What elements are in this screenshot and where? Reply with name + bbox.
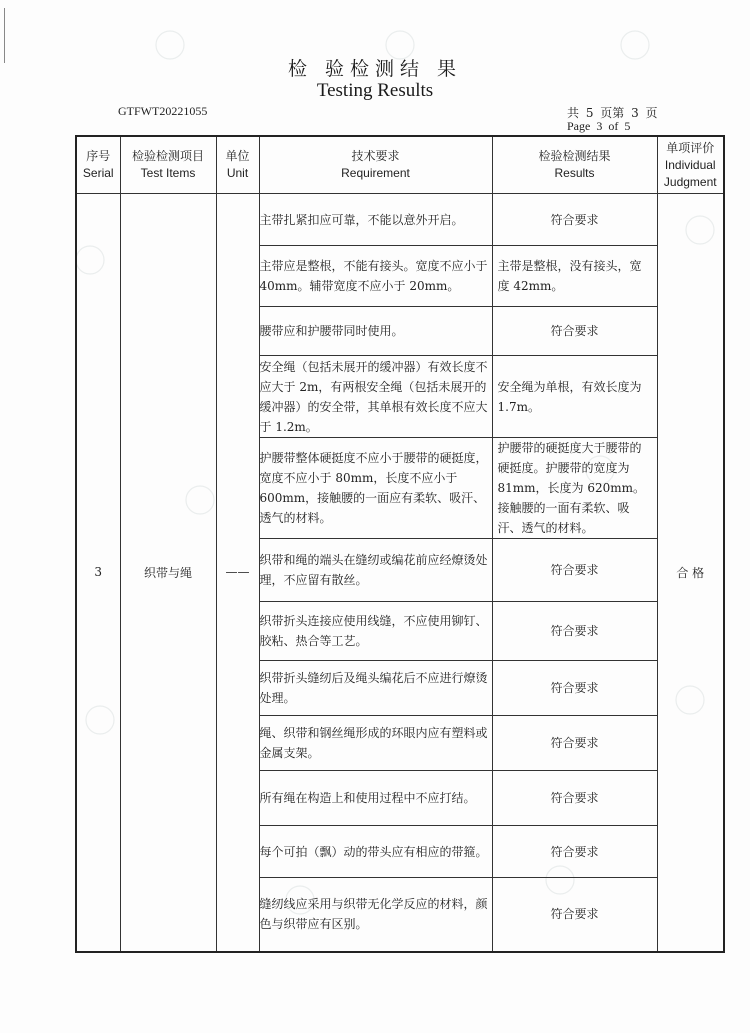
test-item-cell: 织带与绳 [120,194,216,952]
table-row [76,194,724,246]
col-header-serial-cn: 序号 [86,149,111,163]
unit-cell: —— [216,194,259,952]
result-cell: 符合要求 [492,539,657,602]
result-cell: 符合要求 [492,826,657,878]
result-cell: 符合要求 [492,307,657,356]
col-header-judgment [657,136,724,194]
report-number: GTFWT20221055 [118,104,208,118]
col-header-judgment-cn: 单项评价 [666,140,715,155]
requirement-cell: 主带扎紧扣应可靠，不能以意外开启。 [259,194,492,246]
requirement-cell: 每个可拍（飘）动的带头应有相应的带箍。 [259,826,492,878]
page-title-cn: 检 验检测结 果 [287,58,463,80]
result-cell: 安全绳为单根，有效长度为 1.7m。 [492,356,657,438]
requirement-cell: 织带和绳的端头在缝纫或编花前应经燎烫处理，不应留有散丝。 [259,539,492,602]
col-header-judgment-en2: Judgment [663,174,717,189]
col-header-requirement-en: Requirement [341,166,410,180]
result-cell: 符合要求 [492,771,657,826]
requirement-cell: 安全绳（包括未展开的缓冲器）有效长度不应大于 2m，有两根安全绳（包括未展开的缓冲器）的安全带，其单根有效长度不应大于 1.2m。 [259,356,492,438]
col-header-requirement [259,136,492,194]
result-cell: 符合要求 [492,194,657,246]
col-header-results [492,136,657,194]
serial-cell: 3 [76,194,120,952]
result-cell: 符合要求 [492,661,657,716]
col-header-judgment-en1: Individual [664,157,716,172]
requirement-cell: 所有绳在构造上和使用过程中不应打结。 [259,771,492,826]
result-cell: 符合要求 [492,878,657,952]
page-indicator-cn: 共 5 页第 3 页 [567,106,658,120]
col-header-results-cn: 检验检测结果 [538,149,611,163]
requirement-cell: 主带应是整根，不能有接头。宽度不应小于 40mm。辅带宽度不应小于 20mm。 [259,246,492,307]
page-indicator-en: Page 3 of 5 [567,119,631,133]
col-header-requirement-cn: 技术要求 [351,149,400,163]
col-header-serial-en: Serial [82,166,114,180]
result-cell: 符合要求 [492,716,657,771]
col-header-results-en: Results [554,166,595,180]
col-header-unit-cn: 单位 [225,149,250,163]
col-header-items-cn: 检验检测项目 [131,149,204,163]
result-cell: 护腰带的硬挺度大于腰带的硬挺度。护腰带的宽度为 81mm，长度为 620mm。接触腰的一面有柔软、吸汗、透气的材料。 [492,438,657,539]
requirement-cell: 腰带应和护腰带同时使用。 [259,307,492,356]
requirement-cell: 绳、织带和钢丝绳形成的环眼内应有塑料或金属支架。 [259,716,492,771]
requirement-cell: 织带折头连接应使用线缝，不应使用铆钉、胶粘、热合等工艺。 [259,602,492,661]
page-title-en: Testing Results [316,80,434,101]
requirement-cell: 缝纫线应采用与织带无化学反应的材料，颜色与织带应有区别。 [259,878,492,952]
result-cell: 主带是整根，没有接头，宽度 42mm。 [492,246,657,307]
result-cell: 符合要求 [492,602,657,661]
judgment-cell: 合 格 [657,194,724,952]
col-header-items [120,136,216,194]
col-header-serial [76,136,120,194]
requirement-cell: 织带折头缝纫后及绳头编花后不应进行燎烫处理。 [259,661,492,716]
requirement-cell: 护腰带整体硬挺度不应小于腰带的硬挺度，宽度不应小于 80mm，长度不应小于 600mm，接触腰的一面应有柔软、吸汗、透气的材料。 [259,438,492,539]
col-header-unit-en: Unit [226,166,249,180]
table-header-row [76,136,724,194]
results-table [75,135,725,953]
col-header-unit [216,136,259,194]
col-header-items-en: Test Items [140,166,196,180]
